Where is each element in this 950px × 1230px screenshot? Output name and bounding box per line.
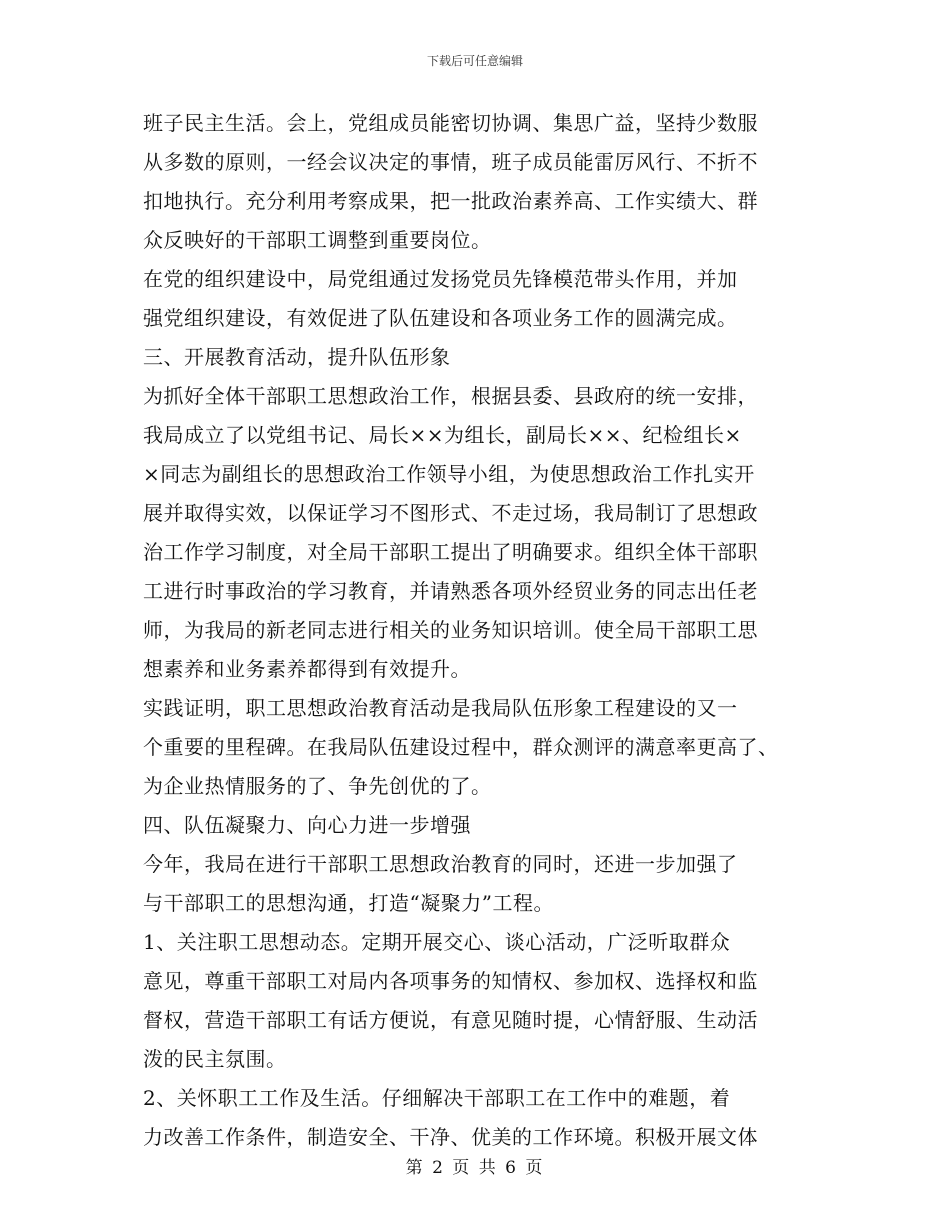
text-line: 治工作学习制度，对全局干部职工提出了明确要求。组织全体干部职: [143, 540, 758, 564]
text-line: 想素养和业务素养都得到有效提升。: [143, 657, 471, 681]
text-line: 为企业热情服务的了、争先创优的了。: [143, 774, 492, 798]
document-body: [143, 104, 823, 1157]
text-line: 2、关怀职工工作及生活。仔细解决干部职工在工作中的难题，着: [143, 1086, 731, 1110]
text-line: 个重要的里程碑。在我局队伍建设过程中，群众测评的满意率更高了、: [143, 735, 779, 759]
text-line: 班子民主生活。会上，党组成员能密切协调、集思广益，坚持少数服: [143, 111, 758, 135]
text-line: 师，为我局的新老同志进行相关的业务知识培训。使全局干部职工思: [143, 618, 758, 642]
text-line: 扣地执行。充分利用考察成果，把一批政治素养高、工作实绩大、群: [143, 189, 758, 213]
text-line: 泼的民主氛围。: [143, 1047, 287, 1071]
text-line: 为抓好全体干部职工思想政治工作，根据县委、县政府的统一安排，: [143, 384, 758, 408]
text-line: 在党的组织建设中，局党组通过发扬党员先锋模范带头作用，并加: [143, 267, 738, 291]
section-heading: 四、队伍凝聚力、向心力进一步增强: [143, 813, 471, 837]
text-line: 强党组织建设，有效促进了队伍建设和各项业务工作的圆满完成。: [143, 306, 738, 330]
page-header-note: 下载后可任意编辑: [426, 54, 523, 68]
text-line: 督权，营造干部职工有话方便说，有意见随时提，心情舒服、生动活: [143, 1008, 758, 1032]
text-line: 力改善工作条件，制造安全、干净、优美的工作环境。积极开展文体: [143, 1125, 758, 1149]
text-line: ×同志为副组长的思想政治工作领导小组，为使思想政治工作扎实开: [143, 462, 755, 486]
text-line: 我局成立了以党组书记、局长××为组长，副局长××、纪检组长×: [143, 423, 742, 447]
text-line: 众反映好的干部职工调整到重要岗位。: [143, 228, 492, 252]
text-line: 从多数的原则，一经会议决定的事情，班子成员能雷厉风行、不折不: [143, 150, 758, 174]
text-line: 今年，我局在进行干部职工思想政治教育的同时，还进一步加强了: [143, 852, 738, 876]
text-line: 工进行时事政治的学习教育，并请熟悉各项外经贸业务的同志出任老: [143, 579, 758, 603]
section-heading: 三、开展教育活动，提升队伍形象: [143, 345, 451, 369]
page-number-footer: 第 2 页 共 6 页: [405, 1158, 545, 1178]
text-line: 与干部职工的思想沟通，打造“凝聚力”工程。: [143, 891, 554, 915]
text-line: 1、关注职工思想动态。定期开展交心、谈心活动，广泛听取群众: [143, 930, 731, 954]
text-line: 意见，尊重干部职工对局内各项事务的知情权、参加权、选择权和监: [143, 969, 758, 993]
text-line: 展并取得实效，以保证学习不图形式、不走过场，我局制订了思想政: [143, 501, 758, 525]
text-line: 实践证明，职工思想政治教育活动是我局队伍形象工程建设的又一: [143, 696, 738, 720]
